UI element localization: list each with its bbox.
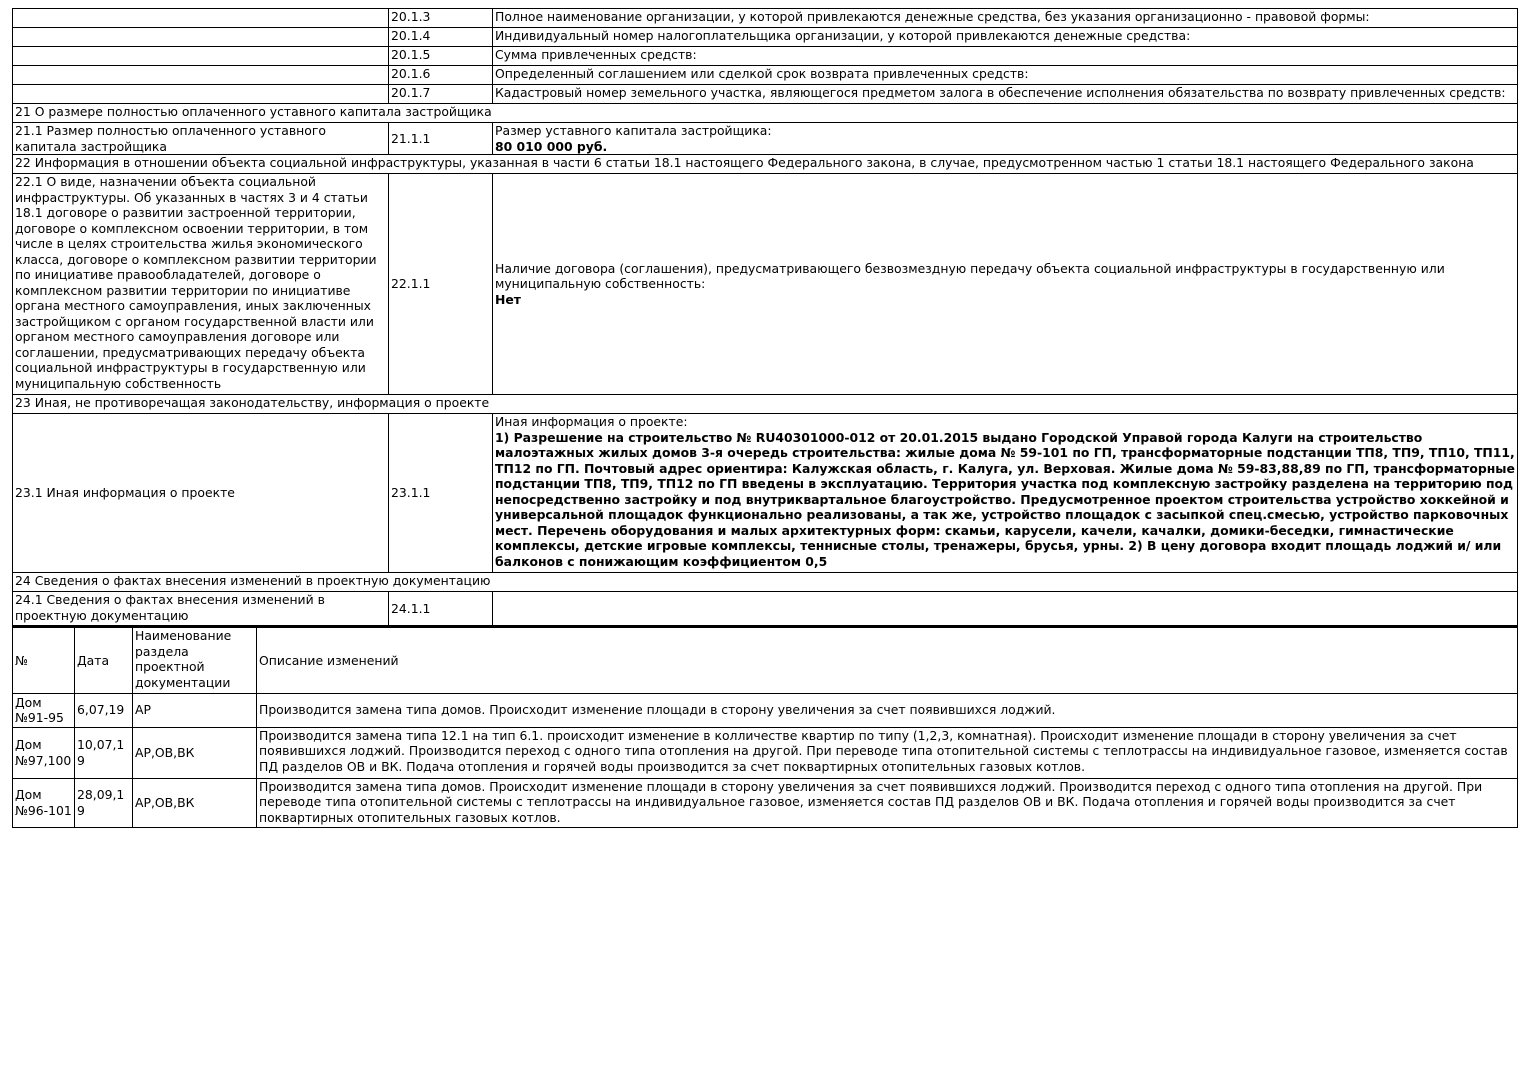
change-description: Производится замена типа домов. Происходит изменение площади в сторону увеличения за счет появившихся лоджий. Производится переход с одного типа отопления на другой. При переводе типа отопительной системы с теплотрассы на индивидуальное газовое, изменяется состав ПД разделов ОВ и ВК. Подача отопления и горячей воды производится за счет поквартирных отопительных газовых котлов. — [257, 778, 1518, 827]
change-section: АР,ОВ,ВК — [133, 727, 257, 778]
section-24-header: 24 Сведения о фактах внесения изменений в проектную документацию — [13, 573, 1518, 592]
section-header-row — [13, 104, 1518, 123]
col-header-desc: Описание изменений — [257, 627, 1518, 693]
section-21-value: 80 010 000 руб. — [495, 138, 608, 154]
col-header-section: Наименование раздела проектной документации — [133, 627, 257, 693]
change-description: Производится замена типа 12.1 на тип 6.1. происходит изменение в колличестве квартир по типу (1,2,3, комнатная). Происходит изменение площади в сторону увеличения за счет появившихся лоджий. Производится переход с одного типа отопления на другой. При переводе типа отопительной системы с теплотрассы на индивидуальное газовое, изменяется состав ПД разделов ОВ и ВК. Подача отопления и горячей воды производится за счет поквартирных отопительных газовых котлов. — [257, 727, 1518, 778]
section-23-left: 23.1 Иная информация о проекте — [13, 414, 389, 573]
table-row — [13, 28, 1518, 47]
changes-table — [12, 626, 1518, 828]
table-row — [13, 592, 1518, 626]
section-header-row — [13, 395, 1518, 414]
table-row — [13, 47, 1518, 66]
section-22-header: 22 Информация в отношении объекта социальной инфраструктуры, указанная в части 6 статьи 18.1 настоящего Федерального закона, в случае, предусмотренном частью 1 статьи 18.1 настоящего Федерального закона — [13, 155, 1518, 174]
table-row — [13, 123, 1518, 155]
empty-cell — [13, 9, 389, 28]
change-house: Дом №97,100 — [13, 727, 75, 778]
change-section: АР — [133, 693, 257, 727]
table-row — [13, 727, 1518, 778]
empty-cell — [13, 66, 389, 85]
section-23-value: 1) Разрешение на строительство № RU40301000-012 от 20.01.2015 выдано Городской Управой города Калуги на строительство малоэтажных жилых домов 3-я очередь строительства: жилые дома № 59-101 по ГП, трансформаторные подстанции ТП8, ТП9, ТП10, ТП11, ТП12 по ГП. Почтовый адрес ориентира: Калужская область, г. Калуга, ул. Верховая. Жилые дома № 59-83,88,89 по ГП, трансформаторные подстанции ТП8, ТП9, ТП12 по ГП введены в эксплуатацию. Территория участка под комплексную застройку разделена на территорию под непосредственно застройку и под внутриквартальное благоустройство. Предусмотренное проектом строительства устройство хоккейной и универсальной площадок функционально реализованы, а так же, устройство площадок с засыпкой спец.смесью, устройство парковочных мест. Перечень оборудования и малых архитектурных форм: скамьи, карусели, качели, качалки, домики-беседки, гимнастические комплексы, детские игровые комплексы, теннисные столы, тренажеры, брусья, урны. 2) В цену договора входит площадь лоджий и/ или балконов с понижающим коэффициентом 0,5 — [495, 429, 1515, 569]
changes-header-row — [13, 627, 1518, 693]
section-22-left: 22.1 О виде, назначении объекта социальной инфраструктуры. Об указанных в частях 3 и 4 статьи 18.1 договоре о развитии застроенной территории, договоре о комплексном освоении территории, в том числе в целях строительства жилья экономического класса, договоре о комплексном развитии территории по инициативе правообладателей, договоре о комплексном развитии территории по инициативе органа местного самоуправления, иных заключенных застройщиком с органом государственной власти или органом местного самоуправления договоре или соглашении, предусматривающих передачу объекта социальной инфраструктуры в государственную или муниципальную собственность — [13, 174, 389, 395]
table-row — [13, 66, 1518, 85]
empty-cell — [13, 47, 389, 66]
item-text: Определенный соглашением или сделкой срок возврата привлеченных средств: — [493, 66, 1518, 85]
empty-cell — [13, 85, 389, 104]
table-row — [13, 693, 1518, 727]
table-row — [13, 9, 1518, 28]
section-22-label: Наличие договора (соглашения), предусматривающего безвозмездную передачу объекта социальной инфраструктуры в государственную или муниципальную собственность: — [495, 260, 1445, 292]
change-date: 10,07,19 — [75, 727, 133, 778]
document-page — [12, 8, 1517, 828]
section-24-left: 24.1 Сведения о фактах внесения изменений в проектную документацию — [13, 592, 389, 626]
section-22-code: 22.1.1 — [389, 174, 493, 395]
change-description: Производится замена типа домов. Происходит изменение площади в сторону увеличения за счет появившихся лоджий. — [257, 693, 1518, 727]
empty-cell — [13, 28, 389, 47]
item-code: 20.1.3 — [389, 9, 493, 28]
item-code: 20.1.7 — [389, 85, 493, 104]
section-24-value — [493, 592, 1518, 626]
item-text: Индивидуальный номер налогоплательщика организации, у которой привлекаются денежные средства: — [493, 28, 1518, 47]
col-header-num: № — [13, 627, 75, 693]
section-24-code: 24.1.1 — [389, 592, 493, 626]
section-21-left: 21.1 Размер полностью оплаченного уставного капитала застройщика — [13, 123, 389, 155]
item-text: Сумма привлеченных средств: — [493, 47, 1518, 66]
item-code: 20.1.6 — [389, 66, 493, 85]
table-row — [13, 85, 1518, 104]
project-declaration-table — [12, 8, 1518, 626]
section-21-content — [493, 123, 1518, 155]
item-code: 20.1.5 — [389, 47, 493, 66]
section-22-content — [493, 174, 1518, 395]
change-date: 28,09,19 — [75, 778, 133, 827]
col-header-date: Дата — [75, 627, 133, 693]
table-row — [13, 778, 1518, 827]
section-header-row — [13, 573, 1518, 592]
change-section: АР,ОВ,ВК — [133, 778, 257, 827]
section-21-label: Размер уставного капитала застройщика: — [495, 123, 772, 138]
section-21-code: 21.1.1 — [389, 123, 493, 155]
item-code: 20.1.4 — [389, 28, 493, 47]
item-text: Полное наименование организации, у которой привлекаются денежные средства, без указания организационно - правовой формы: — [493, 9, 1518, 28]
section-23-code: 23.1.1 — [389, 414, 493, 573]
change-date: 6,07,19 — [75, 693, 133, 727]
table-row — [13, 174, 1518, 395]
table-row — [13, 414, 1518, 573]
section-23-header: 23 Иная, не противоречащая законодательству, информация о проекте — [13, 395, 1518, 414]
section-22-value: Нет — [495, 291, 521, 307]
section-23-content — [493, 414, 1518, 573]
section-header-row — [13, 155, 1518, 174]
change-house: Дом №91-95 — [13, 693, 75, 727]
section-23-label: Иная информация о проекте: — [495, 414, 688, 429]
section-21-header: 21 О размере полностью оплаченного уставного капитала застройщика — [13, 104, 1518, 123]
change-house: Дом №96-101 — [13, 778, 75, 827]
item-text: Кадастровый номер земельного участка, являющегося предметом залога в обеспечение исполнения обязательства по возврату привлеченных средств: — [493, 85, 1518, 104]
